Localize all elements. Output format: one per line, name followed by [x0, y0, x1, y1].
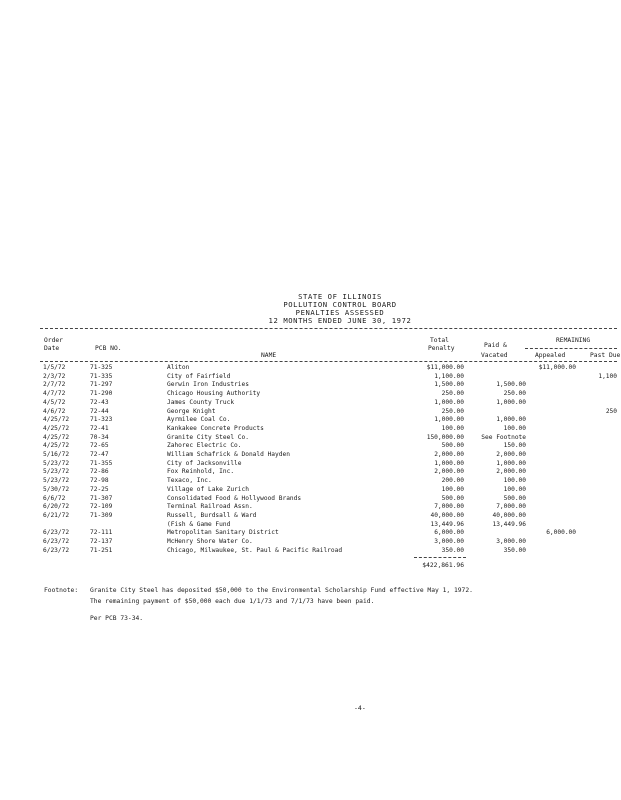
row-order-date: 4/25/72: [43, 416, 70, 424]
row-paid-vacated: 1,000.00: [496, 398, 526, 406]
row-name: James County Truck: [167, 398, 235, 406]
row-paid-vacated: 1,000.00: [496, 416, 526, 424]
row-name: Chicago, Milwaukee, St. Paul & Pacific Railroad: [167, 546, 343, 554]
row-name: Fox Reinhold, Inc.: [167, 468, 235, 476]
table-row: [0, 416, 621, 424]
row-pcb-no: 71-325: [90, 364, 113, 371]
row-total-penalty: 250.00: [441, 390, 464, 398]
table-row: [0, 364, 621, 372]
row-paid-vacated: 100.00: [503, 485, 526, 493]
row-order-date: 4/6/72: [43, 407, 66, 415]
row-name: City of Jacksonville: [167, 459, 242, 467]
grand-total: $422,861.96: [422, 562, 464, 569]
row-total-penalty: 1,000.00: [434, 416, 464, 424]
row-past-due: 1,100: [598, 372, 617, 380]
row-pcb-no: 72-44: [90, 407, 109, 415]
row-order-date: 4/25/72: [43, 424, 70, 432]
row-pcb-no: 71-251: [90, 546, 113, 554]
row-order-date: 6/6/72: [43, 494, 66, 502]
row-pcb-no: 71-307: [90, 494, 113, 502]
row-total-penalty: 1,000.00: [434, 459, 464, 467]
table-row: [0, 486, 621, 494]
row-total-penalty: 1,000.00: [434, 398, 464, 406]
row-paid-vacated: 150.00: [503, 442, 526, 450]
row-pcb-no: 71-355: [90, 459, 113, 467]
title-board: POLLUTION CONTROL BOARD: [283, 300, 397, 309]
header-penalty: Penalty: [428, 345, 455, 352]
table-row: [0, 408, 621, 416]
row-total-penalty: 3,000.00: [434, 538, 464, 545]
row-total-penalty: 1,100.00: [434, 372, 464, 380]
row-pcb-no: 72-65: [90, 442, 109, 450]
table-row: [0, 468, 621, 476]
table-row: [0, 434, 621, 442]
row-paid-vacated: 250.00: [503, 390, 526, 398]
table-row: [0, 381, 621, 389]
row-total-penalty: 6,000.00: [434, 529, 464, 537]
row-paid-vacated: 2,000.00: [496, 468, 526, 476]
title-penalties: PENALTIES ASSESSED: [295, 308, 385, 317]
page-number: -4-: [354, 704, 366, 712]
row-name: Aliton: [167, 364, 190, 371]
total-rule: [414, 557, 466, 558]
row-total-penalty: $11,000.00: [426, 364, 464, 371]
row-total-penalty: 150,000.00: [426, 433, 464, 441]
row-pcb-no: 72-137: [90, 538, 113, 545]
header-order: Order: [44, 337, 63, 344]
row-paid-vacated: 1,500.00: [496, 381, 526, 389]
row-total-penalty: 250.00: [441, 407, 464, 415]
row-pcb-no: 71-290: [90, 390, 113, 398]
row-pcb-no: 72-43: [90, 398, 109, 406]
row-name: Texaco, Inc.: [167, 477, 212, 485]
header-paid: Paid &: [484, 342, 507, 349]
row-total-penalty: 100.00: [441, 424, 464, 432]
table-row: [0, 399, 621, 407]
header-bottom-rule: [40, 361, 617, 362]
row-name: Terminal Railroad Assn.: [167, 503, 253, 511]
row-pcb-no: 72-86: [90, 468, 109, 476]
row-total-penalty: 1,500.00: [434, 381, 464, 389]
row-order-date: 6/23/72: [43, 529, 70, 537]
footnote-line-1: Granite City Steel has deposited $50,000 to the Environmental Scholarship Fund effective May 1, 1972.: [90, 587, 473, 594]
row-paid-vacated: 2,000.00: [496, 451, 526, 458]
row-total-penalty: 13,449.96: [430, 520, 464, 528]
row-total-penalty: 500.00: [441, 442, 464, 450]
row-pcb-no: 71-335: [90, 372, 113, 380]
row-name: Village of Lake Zurich: [167, 485, 249, 493]
row-paid-vacated: See Footnote: [481, 433, 526, 441]
row-total-penalty: 40,000.00: [430, 511, 464, 519]
row-past-due: 250: [605, 407, 617, 415]
table-row: [0, 425, 621, 433]
row-name: Russell, Burdsall & Ward: [167, 511, 257, 519]
row-order-date: 6/21/72: [43, 511, 70, 519]
footnote-label: Footnote:: [44, 587, 79, 594]
table-row: [0, 512, 621, 520]
header-past-due: Past Due: [590, 352, 621, 359]
row-name: Metropolitan Sanitary District: [167, 529, 279, 537]
table-row: [0, 538, 621, 546]
row-pcb-no: 72-41: [90, 424, 109, 432]
row-paid-vacated: 40,000.00: [492, 511, 526, 519]
row-name: George Knight: [167, 407, 216, 415]
row-total-penalty: 100.00: [441, 485, 464, 493]
header-name: NAME: [261, 352, 277, 359]
row-name: City of Fairfield: [167, 372, 231, 380]
row-pcb-no: 72-47: [90, 451, 109, 458]
row-total-penalty: 500.00: [441, 494, 464, 502]
row-name: McHenry Shore Water Co.: [167, 538, 253, 545]
row-order-date: 5/16/72: [43, 451, 70, 458]
row-pcb-no: 71-297: [90, 381, 113, 389]
row-paid-vacated: 350.00: [503, 546, 526, 554]
row-order-date: 4/25/72: [43, 442, 70, 450]
row-order-date: 1/5/72: [43, 364, 66, 371]
row-pcb-no: 71-323: [90, 416, 113, 424]
row-order-date: 5/30/72: [43, 485, 70, 493]
row-total-penalty: 2,000.00: [434, 451, 464, 458]
header-total: Total: [430, 337, 449, 344]
table-row: [0, 521, 621, 529]
row-total-penalty: 2,000.00: [434, 468, 464, 476]
row-pcb-no: 72-98: [90, 477, 109, 485]
row-total-penalty: 200.00: [441, 477, 464, 485]
title-period: 12 MONTHS ENDED JUNE 30, 1972: [268, 316, 412, 325]
row-order-date: 5/23/72: [43, 459, 70, 467]
table-row: [0, 529, 621, 537]
header-appealed: Appealed: [535, 352, 566, 359]
row-order-date: 4/7/72: [43, 390, 66, 398]
table-row: [0, 460, 621, 468]
table-row: [0, 373, 621, 381]
table-row: [0, 390, 621, 398]
header-pcb-no: PCB NO.: [95, 345, 122, 352]
header-vacated: Vacated: [481, 352, 508, 359]
row-order-date: 4/5/72: [43, 398, 66, 406]
footnote-line-2: The remaining payment of $50,000 each due 1/1/73 and 7/1/73 have been paid.: [90, 598, 375, 605]
row-order-date: 4/25/72: [43, 433, 70, 441]
row-order-date: 5/23/72: [43, 468, 70, 476]
row-paid-vacated: 500.00: [503, 494, 526, 502]
row-name: Consolidated Food & Hollywood Brands: [167, 494, 302, 502]
row-order-date: 6/23/72: [43, 546, 70, 554]
table-row: [0, 547, 621, 555]
table-row: [0, 503, 621, 511]
row-total-penalty: 7,000.00: [434, 503, 464, 511]
row-paid-vacated: 3,000.00: [496, 538, 526, 545]
header-date: Date: [44, 345, 60, 352]
row-order-date: 6/23/72: [43, 538, 70, 545]
row-order-date: 6/20/72: [43, 503, 70, 511]
remaining-subrule: [525, 348, 617, 349]
row-total-penalty: 350.00: [441, 546, 464, 554]
table-row: [0, 477, 621, 485]
row-paid-vacated: 1,000.00: [496, 459, 526, 467]
row-name: William Schafrick & Donald Hayden: [167, 451, 290, 458]
row-name: Granite City Steel Co.: [167, 433, 249, 441]
row-pcb-no: 70-34: [90, 433, 109, 441]
row-name: (Fish & Game Fund: [167, 520, 231, 528]
row-pcb-no: 72-111: [90, 529, 113, 537]
row-pcb-no: 72-25: [90, 485, 109, 493]
row-paid-vacated: 100.00: [503, 477, 526, 485]
row-name: Ayrmilee Coal Co.: [167, 416, 231, 424]
table-row: [0, 442, 621, 450]
row-name: Zahorec Electric Co.: [167, 442, 242, 450]
row-pcb-no: 71-309: [90, 511, 113, 519]
title-state: STATE OF ILLINOIS: [298, 292, 382, 301]
row-order-date: 5/23/72: [43, 477, 70, 485]
row-appealed: 6,000.00: [546, 529, 576, 537]
table-row: [0, 495, 621, 503]
row-order-date: 2/3/72: [43, 372, 66, 380]
row-pcb-no: 72-109: [90, 503, 113, 511]
table-row: [0, 451, 621, 459]
row-name: Gerwin Iron Industries: [167, 381, 249, 389]
footnote-line-3: Per PCB 73-34.: [90, 615, 144, 622]
row-appealed: $11,000.00: [538, 364, 576, 371]
row-paid-vacated: 100.00: [503, 424, 526, 432]
row-paid-vacated: 7,000.00: [496, 503, 526, 511]
header-top-rule: [40, 328, 617, 329]
row-name: Kankakee Concrete Products: [167, 424, 264, 432]
row-name: Chicago Housing Authority: [167, 390, 261, 398]
header-remaining: REMAINING: [556, 337, 591, 344]
row-order-date: 2/7/72: [43, 381, 66, 389]
row-paid-vacated: 13,449.96: [492, 520, 526, 528]
